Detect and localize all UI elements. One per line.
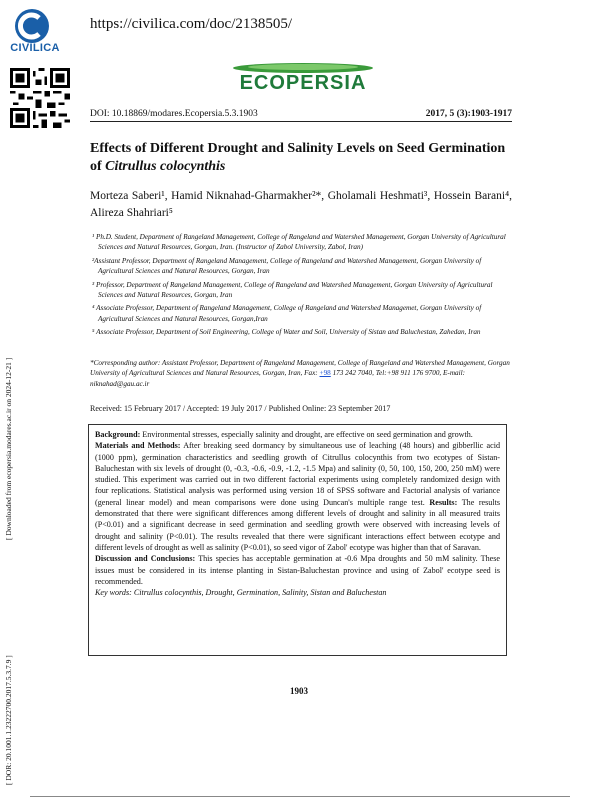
fax-link[interactable]: +98: [319, 369, 331, 378]
author-list: Morteza Saberi¹, Hamid Niknahad-Gharmakher²*, Gholamali Heshmati³, Hossein Barani⁴, Alireza Shahriari⁵: [90, 190, 512, 219]
abstract-background: [95, 429, 500, 440]
affiliation-3: ³ Professor, Department of Rangeland Management, College of Rangeland and Watershed Management, Gorgan University of Agricultural Sciences and Natural Resources, Gorgan, Iran: [92, 280, 493, 300]
affiliations: [90, 232, 512, 341]
background-label: Background:: [95, 430, 141, 439]
affiliation-4: ⁴ Associate Professor, Department of Rangeland Management, College of Rangeland and Watershed Managemet, Gorgan University of Agricultural Sciences and Natural Resources, Gorgan,Iran: [92, 304, 482, 323]
abstract-box: [88, 424, 507, 656]
results-label: Results:: [429, 497, 458, 507]
methods-text: After breaking seed dormancy by simultaneous use of leaching (48 hours) and gibberllic acid (1000 ppm), germination characteristics and seedling growth of Citrullus colocynthis from two ecotypes of Sistan-Baluchestan with six levels of drought (0, -0.3, -0.6, -0.9, -1.2, -1.5 Mpa) and salinity (0, 50, 100, 150, 200, 250 mM) were studied. This experiment was carried out in two different factorial experiments using completely randomized design with four replications. Statistical analysis was performed using version 18 of SPSS software and Factorial analysis of variance (general linear model) and mean comparisons were done using Duncan's multiple range test.: [95, 441, 500, 507]
document-url[interactable]: https://civilica.com/doc/2138505/: [90, 16, 293, 32]
dor-stamp: [ DOR: 20.1001.1.23222700.2017.5.3.7.9 ]: [4, 655, 13, 785]
corresponding-author: [90, 358, 512, 389]
results-text: The results demonstrated that there were significant differences among different levels of drought and salinity in all measured traits (P<0.01) and a significant decrease in seed germination and seedling growth were observed with increasing levels of drought and salinity (P<0.01). The results revealed that there were significant interactions effect between ecotype and different levels of drought as well as salinity (P<0.01), so seed vigor of Zabol' ecotype was higher than that of Saravan.: [95, 497, 500, 552]
paper-title: [90, 140, 520, 176]
qr-code-icon: [10, 68, 70, 128]
affiliation-1: ¹ Ph.D. Student, Department of Rangeland Management, College of Rangeland and Watershed Management, Gorgan University of Agricultural Sciences and Natural Resources, Gorgan, Iran. (Instructor of Zabol University, Zabol, Iran): [92, 233, 506, 252]
keywords-label: Key words:: [95, 588, 132, 598]
title-species: Citrullus colocynthis: [105, 159, 226, 174]
civilica-logo-text: CIVILICA: [10, 42, 60, 54]
ecopersia-logo-text: ECOPERSIA: [239, 72, 367, 94]
affiliation-5: ⁵ Associate Professor, Department of Soil Engineering, College of Water and Soil, University of Sistan and Baluchestan, Zahedan, Iran: [92, 328, 481, 337]
keywords-text: Citrullus colocynthis, Drought, Germination, Salinity, Sistan and Baluchestan: [131, 588, 387, 598]
received-dates: Received: 15 February 2017 / Accepted: 19 July 2017 / Published Online: 23 September 2017: [90, 404, 391, 413]
corresponding-text: *Corresponding author: Assistant Professor, Department of Rangeland Management, College of Rangeland and Watershed Management, Gorgan University of Agricultural Sciences and Natural Resources, Gorgan, Iran, Fax:: [90, 359, 510, 378]
doi-line: [90, 109, 512, 122]
ecopersia-logo: [228, 62, 378, 98]
discussion-label: Discussion and Conclusions:: [95, 554, 196, 564]
footer-divider: [30, 796, 570, 797]
methods-label: Materials and Methods:: [95, 441, 181, 451]
contact-numbers: 173 242 7040, Tel:+98 911 176 9700, E-mail: niknahad@gau.ac.ir: [90, 369, 465, 388]
page-number: 1903: [290, 686, 308, 696]
background-text: Environmental stresses, especially salinity and drought, are effective on seed germination and growth.: [140, 430, 473, 439]
discussion-text: This species has acceptable germination at -0.6 Mpa droughts and 50 mM salinity. These issues must be considered in its intense planting in Sistan-Baluchestan province and using of Zabol' ecotype seed is recommended.: [95, 554, 500, 586]
doi-text: DOI: 10.18869/modares.Ecopersia.5.3.1903: [90, 109, 258, 119]
abstract-keywords: [95, 587, 500, 598]
title-main: Effects of Different Drought and Salinity Levels on Seed Germination of: [90, 141, 506, 174]
issue-info: 2017, 5 (3):1903-1917: [425, 109, 512, 119]
abstract-discussion: [95, 553, 500, 587]
download-stamp: [ Downloaded from ecopersia.modares.ac.ir on 2024-12-21 ]: [4, 357, 13, 540]
abstract-methods: [95, 440, 500, 553]
affiliation-2: ²Assistant Professor, Department of Rangeland Management, College of Rangeland and Watershed Management, Gorgan University of Agricultural Sciences and Natural Resources, Gorgan, Iran: [92, 256, 482, 276]
